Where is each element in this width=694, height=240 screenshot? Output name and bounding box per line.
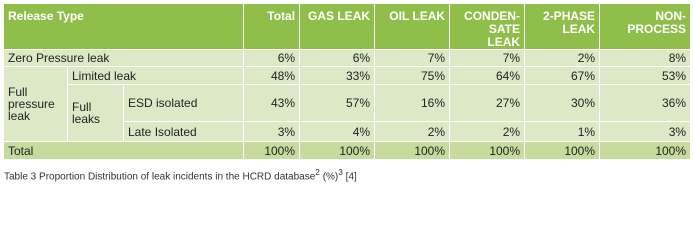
header-condensate-line1: CONDEN-: [464, 9, 521, 23]
header-non-process: [600, 4, 691, 50]
table-row-total: [4, 142, 691, 160]
cell-non-process: 8%: [600, 50, 691, 67]
full-pressure-line3: leak: [8, 109, 31, 123]
table-row-zero-pressure: [4, 50, 691, 67]
header-two-phase-leak: [525, 4, 600, 50]
header-total: Total: [244, 4, 300, 50]
cell-non-process: 53%: [600, 67, 691, 85]
cell-gas-leak: 6%: [300, 50, 375, 67]
caption-sup-1: 2: [315, 167, 320, 177]
cell-total: 3%: [244, 122, 300, 142]
cell-two-phase-leak: 2%: [525, 50, 600, 67]
cell-gas-leak: 4%: [300, 122, 375, 142]
table-row-esd-isolated: [4, 85, 691, 122]
cell-two-phase-leak: 100%: [525, 142, 600, 160]
cell-two-phase-leak: 67%: [525, 67, 600, 85]
cell-total: 43%: [244, 85, 300, 122]
caption-unit: (%): [319, 171, 339, 183]
caption-reference: [4]: [342, 171, 357, 183]
header-oil-leak: OIL LEAK: [375, 4, 450, 50]
cell-total: 48%: [244, 67, 300, 85]
row-label-limited: Limited leak: [68, 67, 244, 85]
cell-condensate-leak: 2%: [450, 122, 525, 142]
full-leaks-line2: leaks: [72, 112, 101, 126]
header-two-phase-line2: LEAK: [562, 22, 596, 36]
header-non-process-line2: PROCESS: [627, 22, 687, 36]
header-non-process-line1: NON-: [655, 9, 687, 23]
row-label-total: Total: [4, 142, 244, 160]
header-release-type: Release Type: [4, 4, 244, 50]
header-condensate-leak: [450, 4, 525, 50]
cell-gas-leak: 100%: [300, 142, 375, 160]
row-label-zero-pressure: Zero Pressure leak: [4, 50, 244, 67]
cell-condensate-leak: 64%: [450, 67, 525, 85]
cell-oil-leak: 100%: [375, 142, 450, 160]
cell-non-process: 100%: [600, 142, 691, 160]
leak-distribution-table: [3, 3, 691, 160]
cell-condensate-leak: 100%: [450, 142, 525, 160]
row-label-full-pressure-leak: [4, 67, 68, 142]
cell-total: 100%: [244, 142, 300, 160]
header-two-phase-line1: 2-PHASE: [543, 9, 596, 23]
cell-two-phase-leak: 1%: [525, 122, 600, 142]
header-gas-leak: GAS LEAK: [300, 4, 375, 50]
cell-oil-leak: 75%: [375, 67, 450, 85]
header-condensate-line2: SATE LEAK: [487, 22, 521, 49]
row-label-esd-isolated: ESD isolated: [124, 85, 244, 122]
table-caption: [4, 167, 357, 182]
caption-sup-2: 3: [338, 167, 343, 177]
cell-non-process: 3%: [600, 122, 691, 142]
full-pressure-line2: pressure: [8, 97, 55, 111]
cell-gas-leak: 33%: [300, 67, 375, 85]
cell-total: 6%: [244, 50, 300, 67]
cell-oil-leak: 2%: [375, 122, 450, 142]
row-label-full-leaks: [68, 85, 124, 142]
cell-oil-leak: 16%: [375, 85, 450, 122]
row-label-late-isolated: Late Isolated: [124, 122, 244, 142]
cell-non-process: 36%: [600, 85, 691, 122]
cell-condensate-leak: 27%: [450, 85, 525, 122]
header-row: [4, 4, 691, 50]
cell-gas-leak: 57%: [300, 85, 375, 122]
cell-two-phase-leak: 30%: [525, 85, 600, 122]
full-pressure-line1: Full: [8, 85, 28, 99]
caption-text: Table 3 Proportion Distribution of leak incidents in the HCRD database: [4, 171, 316, 183]
cell-oil-leak: 7%: [375, 50, 450, 67]
table-row-limited: [4, 67, 691, 85]
full-leaks-line1: Full: [72, 100, 92, 114]
cell-condensate-leak: 7%: [450, 50, 525, 67]
